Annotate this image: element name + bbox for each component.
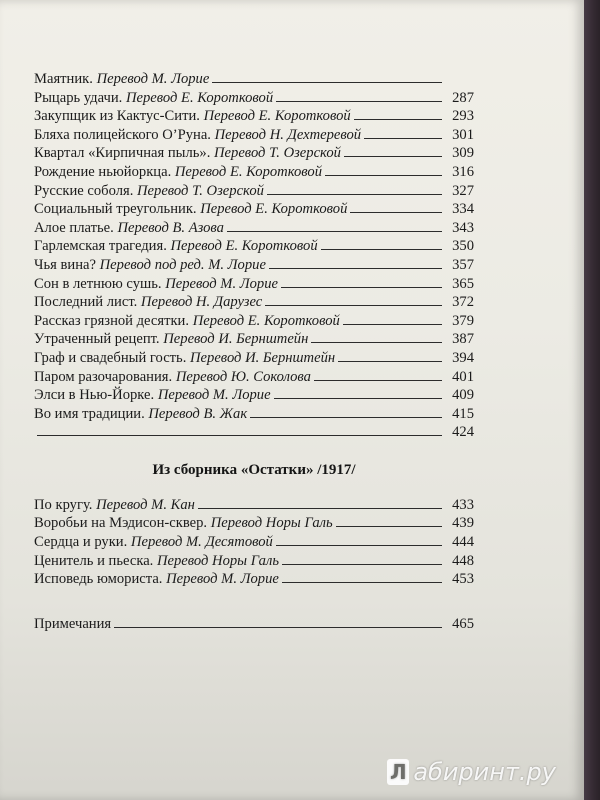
toc-entry [34,293,474,312]
entry-page-number: 309 [452,145,474,162]
story-title: Маятник. [34,71,93,87]
story-title: Рождение ньюйоркца. [34,163,172,180]
dotted-leader [198,508,442,509]
translator-credit: Перевод Е. Коротковой [192,312,340,329]
dotted-leader [212,82,442,83]
translator-credit: Перевод Е. Коротковой [170,238,318,255]
toc-entry [34,107,474,126]
dotted-leader [338,361,442,362]
toc-entry [34,237,474,256]
toc-entry [34,496,474,515]
entry-page-number: 334 [452,201,474,218]
entry-page-number: 439 [452,515,474,532]
translator-credit: Перевод М. Лорие [165,275,278,292]
toc-entry [34,219,474,238]
story-title: Рассказ грязной десятки. [34,312,190,329]
entry-title [34,126,364,145]
translator-credit: Перевод Е. Коротковой [203,108,351,125]
entry-page-number: 357 [452,256,474,273]
translator-credit: Перевод М. Лорие [157,387,271,404]
dotted-leader [282,582,442,583]
translator-credit: Перевод Норы Галь [156,552,279,569]
translator-credit: Перевод М. Лорие [96,71,210,87]
entry-page-number: 379 [452,312,474,329]
dotted-leader [274,398,442,399]
entry-title [34,144,344,163]
entry-title [34,368,314,387]
toc-entry [34,423,474,442]
translator-credit: Перевод Т. Озерской [214,145,341,162]
translator-credit: Перевод В. Азова [117,219,224,236]
toc-entry [34,89,474,108]
translator-credit: Перевод Т. Озерской [137,182,264,199]
dotted-leader [344,156,442,157]
entry-title [34,293,265,312]
story-title: Исповедь юмориста. [34,571,163,588]
toc-entry [34,349,474,368]
translator-credit: Перевод Н. Дехтеревой [214,126,362,143]
entry-title [34,330,311,349]
translator-credit: Перевод М. Кан [96,496,195,513]
entry-page-number: 424 [452,424,474,441]
entry-page-number: 453 [452,571,474,588]
entry-title [34,89,276,108]
dotted-leader [276,101,442,102]
dotted-leader [364,138,442,139]
labirint-watermark [387,758,556,786]
entry-title [34,237,321,256]
translator-credit: Перевод М. Десятовой [130,534,273,551]
story-title: Закупщик из Кактус-Сити. [34,108,200,125]
dotted-leader [250,417,442,418]
book-cover-edge [582,0,600,800]
entry-title [34,182,267,201]
dotted-leader [325,175,442,176]
dotted-leader [311,342,442,343]
toc-entry [34,275,474,294]
dotted-leader [350,212,442,213]
toc-entry [34,533,474,552]
entry-title [34,107,354,126]
dotted-leader [282,564,442,565]
toc-entry [34,256,474,275]
dotted-leader [321,249,442,250]
story-title: Алое платье. [34,219,114,236]
translator-credit: Перевод Е. Коротковой [125,89,274,106]
toc-entry [34,70,474,89]
story-title: Во имя традиции. [34,405,145,422]
toc-entry [34,182,474,201]
story-title: Гарлемская трагедия. [34,238,167,255]
story-title: Квартал «Кирпичная пыль». [34,145,211,162]
translator-credit: Перевод Н. Дарузес [140,294,263,311]
entry-title: Примечания [34,615,112,632]
story-title: По кругу. [34,496,93,513]
entry-title [34,70,212,89]
dotted-leader [269,268,442,269]
entry-page-number: 444 [452,534,474,551]
entry-title [34,349,338,368]
dotted-leader [267,194,442,195]
entry-title [34,275,281,294]
entry-title [34,496,198,515]
translator-credit: Перевод И. Бернштейн [190,349,336,366]
entry-title [34,552,282,571]
entry-title [34,200,350,219]
story-title: Рыцарь удачи. [34,89,123,106]
toc-entry [34,405,474,424]
toc-entry [34,330,474,349]
story-title: Бляха полицейского О’Руна. [34,126,211,143]
dotted-leader [227,231,442,232]
dotted-leader [281,287,442,288]
entry-title [34,386,274,405]
toc-entry [34,514,474,533]
translator-credit: Перевод Ю. Соколова [175,368,311,385]
story-title: Социальный треугольник. [34,201,197,218]
translator-credit: Перевод В. Жак [148,405,248,422]
dotted-leader [276,545,442,546]
entry-title [34,312,343,331]
dotted-leader [354,119,442,120]
translator-credit: Перевод М. Лорие [166,571,279,588]
story-title: Утраченный рецепт. [34,331,160,348]
dotted-leader [343,324,442,325]
story-title: Ценитель и пьеска. [34,552,154,569]
entry-title [34,533,276,552]
entry-title [34,514,336,533]
toc-group-ostatki [34,496,474,589]
toc-entry [34,163,474,182]
entry-page-number: 394 [452,349,474,366]
story-title: Воробьи на Мэдисон-сквер. [34,515,208,532]
story-title: Чья вина? [34,256,96,273]
toc-entry [34,312,474,331]
toc-entry-notes [34,615,474,634]
toc-entry [34,126,474,145]
toc-entry [34,386,474,405]
entry-page-number: 350 [452,238,474,255]
dotted-leader [114,627,442,628]
entry-page-number: 293 [452,108,474,125]
translator-credit: Перевод И. Бернштейн [163,331,309,348]
story-title: Паром разочарования. [34,368,173,385]
watermark-text: абиринт.ру [413,758,556,786]
entry-title [34,256,269,275]
story-title: Последний лист. [34,294,138,311]
translator-credit: Перевод Е. Коротковой [174,163,323,180]
entry-page-number: 372 [452,294,474,311]
labirint-logo-icon: Л [387,759,409,785]
entry-title [34,219,227,238]
entry-page-number: 433 [452,496,474,513]
entry-title [34,163,325,182]
entry-page-number: 365 [452,275,474,292]
translator-credit: Перевод Норы Галь [210,515,333,532]
toc-entry [34,368,474,387]
entry-title [34,570,282,589]
dotted-leader [314,380,442,381]
section-heading: Из сборника «Остатки» /1917/ [152,461,356,478]
story-title: Сон в летнюю сушь. [34,275,162,292]
entry-page-number: 415 [452,405,474,422]
toc-entry [34,200,474,219]
toc-entry [34,570,474,589]
table-of-contents [34,70,474,633]
story-title: Русские соболя. [34,182,134,199]
entry-page-number: 316 [452,163,474,180]
entry-page-number: 401 [452,368,474,385]
entry-page-number: 465 [452,615,474,632]
entry-page-number: 287 [452,89,474,106]
entry-page-number: 327 [452,182,474,199]
entry-page-number: 448 [452,552,474,569]
toc-entry [34,552,474,571]
translator-credit: Перевод Е. Коротковой [200,201,348,218]
toc-entry [34,144,474,163]
story-title: Граф и свадебный гость. [34,349,187,366]
entry-page-number: 343 [452,219,474,236]
translator-credit: Перевод под ред. М. Лорие [99,256,266,273]
dotted-leader [336,526,442,527]
entry-page-number: 387 [452,331,474,348]
entry-page-number: 301 [452,126,474,143]
story-title: Сердца и руки. [34,534,128,551]
entry-page-number: 409 [452,387,474,404]
story-title: Элси в Нью-Йорке. [34,387,155,404]
dotted-leader [37,435,442,436]
entry-title [34,405,250,424]
toc-group-main [34,70,474,442]
dotted-leader [265,305,442,306]
